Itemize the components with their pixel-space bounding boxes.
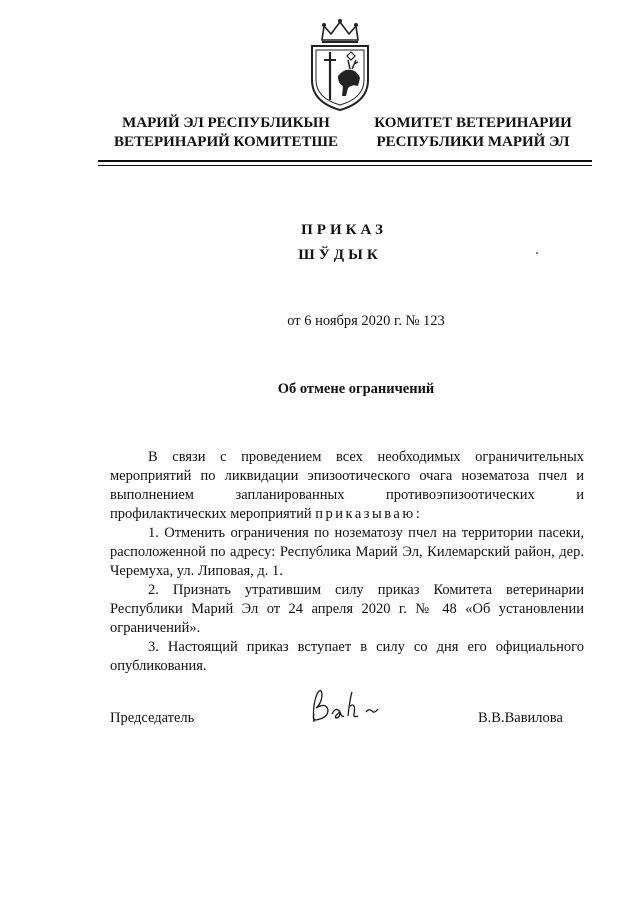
- coat-of-arms-icon: [300, 14, 380, 114]
- scan-speck: [536, 252, 538, 254]
- document-body: [110, 448, 584, 676]
- order-item-1: 1. Отменить ограничения по нозематозу пчел на территории пасеки, расположенной по адресу: Республика Марий Эл, Килемарский район, дер. Черемуха, ул. Липовая, д. 1.: [110, 525, 584, 579]
- order-keyword: приказываю:: [315, 506, 423, 522]
- issuer-name-russian: [362, 114, 584, 152]
- intro-text: В связи с проведением всех необходимых ограничительных мероприятий по ликвидации эпизоотического очага нозематоза пчел и выполнением запланированных противоэпизоотических и профилактических мероприятий: [110, 449, 584, 522]
- signer-name: В.В.Вавилова: [478, 710, 563, 726]
- handwritten-signature: [306, 684, 386, 730]
- document-subject: Об отмене ограничений: [277, 381, 435, 397]
- header-divider-thin: [98, 165, 592, 166]
- issuer-ru-line1: КОМИТЕТ ВЕТЕРИНАРИИ: [374, 115, 572, 131]
- document-date-number: от 6 ноября 2020 г. № 123: [287, 313, 445, 329]
- document-type-mari: ШЎДЫК: [298, 247, 382, 263]
- intro-paragraph: [110, 448, 584, 524]
- signer-title: Председатель: [110, 710, 195, 726]
- issuer-ru-line2: РЕСПУБЛИКИ МАРИЙ ЭЛ: [376, 134, 570, 150]
- document-type-russian: ПРИКАЗ: [301, 222, 387, 238]
- order-item-2: 2. Признать утратившим силу приказ Комитета ветеринарии Республики Марий Эл от 24 апреля 2020 г. № 48 «Об установлении ограничений».: [110, 582, 584, 636]
- header-divider-thick: [98, 160, 592, 162]
- order-item-3: 3. Настоящий приказ вступает в силу со дня его официального опубликования.: [110, 639, 584, 674]
- issuer-mari-line1: МАРИЙ ЭЛ РЕСПУБЛИКЫН: [122, 115, 330, 131]
- issuer-name-mari: [110, 114, 342, 152]
- issuer-mari-line2: ВЕТЕРИНАРИЙ КОМИТЕТШЕ: [113, 134, 339, 150]
